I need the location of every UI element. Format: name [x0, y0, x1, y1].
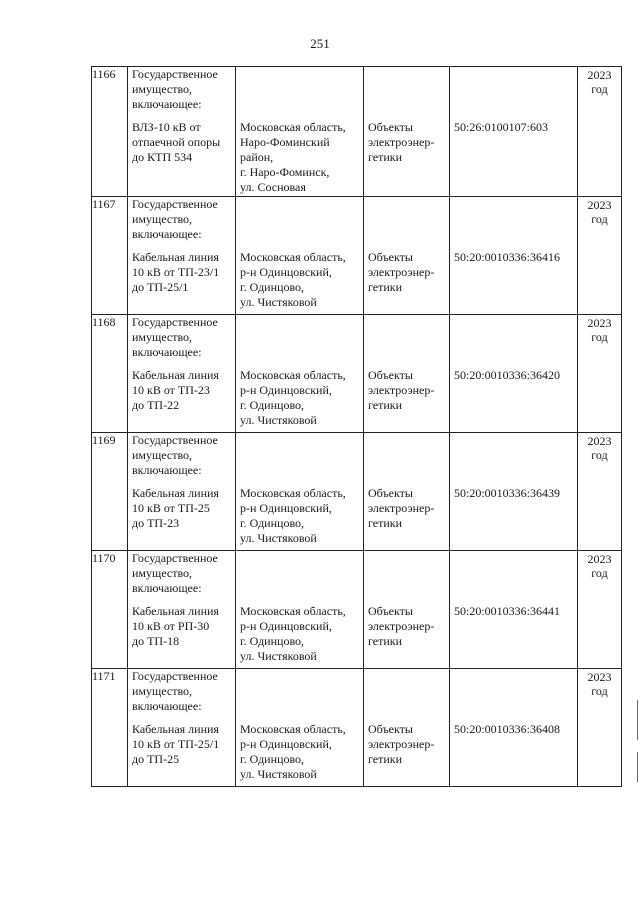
- entry-number-cell: [92, 315, 128, 433]
- object-type: Объекты электроэнер- гетики: [368, 722, 435, 766]
- entry-number-cell: [92, 669, 128, 787]
- object-type: Объекты электроэнер- гетики: [368, 368, 435, 412]
- table-row: [92, 315, 622, 433]
- address: Московская область, р-н Одинцовский, г. Одинцово, ул. Чистяковой: [240, 250, 346, 309]
- object-type: Объекты электроэнер- гетики: [368, 120, 435, 164]
- address-cell: [236, 315, 364, 433]
- address: Московская область, р-н Одинцовский, г. Одинцово, ул. Чистяковой: [240, 722, 346, 781]
- entry-number: 1167: [92, 197, 116, 211]
- table-row: [92, 551, 622, 669]
- cadastral-number-cell: [450, 433, 578, 551]
- object-name: Кабельная линия 10 кВ от ТП-25/1 до ТП-25: [132, 722, 220, 766]
- object-name: Кабельная линия 10 кВ от ТП-25 до ТП-23: [132, 486, 219, 530]
- year-cell: [578, 551, 622, 669]
- cadastral-number: 50:26:0100107:603: [454, 120, 549, 134]
- year-cell: [578, 197, 622, 315]
- entry-number-cell: [92, 67, 128, 197]
- year: 2023 год: [587, 68, 612, 96]
- description-cell: [128, 315, 236, 433]
- year: 2023 год: [587, 316, 612, 344]
- object-name: Кабельная линия 10 кВ от ТП-23/1 до ТП-25/1: [132, 250, 220, 294]
- year: 2023 год: [587, 552, 612, 580]
- table-row: [92, 433, 622, 551]
- description-cell: [128, 67, 236, 197]
- year-cell: [578, 67, 622, 197]
- scan-edge-mark: [637, 752, 638, 782]
- object-type-cell: [364, 315, 450, 433]
- cadastral-number-cell: [450, 315, 578, 433]
- address: Московская область, р-н Одинцовский, г. Одинцово, ул. Чистяковой: [240, 604, 346, 663]
- table-row: [92, 669, 622, 787]
- address: Московская область, р-н Одинцовский, г. Одинцово, ул. Чистяковой: [240, 368, 346, 427]
- address: Московская область, Наро-Фоминский район, г. Наро-Фоминск, ул. Сосновая: [240, 120, 346, 194]
- year-cell: [578, 669, 622, 787]
- object-type-cell: [364, 551, 450, 669]
- description-cell: [128, 197, 236, 315]
- cadastral-number: 50:20:0010336:36408: [454, 722, 561, 736]
- address: Московская область, р-н Одинцовский, г. Одинцово, ул. Чистяковой: [240, 486, 346, 545]
- entry-number-cell: [92, 197, 128, 315]
- year-cell: [578, 433, 622, 551]
- description-cell: [128, 551, 236, 669]
- table-row: [92, 197, 622, 315]
- entry-number: 1168: [92, 315, 116, 329]
- address-cell: [236, 669, 364, 787]
- table-row: [92, 67, 622, 197]
- object-name: ВЛЗ-10 кВ от отпаечной опоры до КТП 534: [132, 120, 221, 164]
- year: 2023 год: [587, 434, 612, 462]
- entry-number: 1171: [92, 669, 116, 683]
- year-cell: [578, 315, 622, 433]
- description-header: Государственное имущество, включающее:: [132, 197, 218, 241]
- description-cell: [128, 433, 236, 551]
- description-header: Государственное имущество, включающее:: [132, 551, 218, 595]
- description-header: Государственное имущество, включающее:: [132, 315, 218, 359]
- cadastral-number: 50:20:0010336:36441: [454, 604, 561, 618]
- cadastral-number: 50:20:0010336:36439: [454, 486, 561, 500]
- object-type: Объекты электроэнер- гетики: [368, 486, 435, 530]
- property-registry-table: [91, 66, 622, 787]
- cadastral-number: 50:20:0010336:36416: [454, 250, 561, 264]
- object-name: Кабельная линия 10 кВ от РП-30 до ТП-18: [132, 604, 219, 648]
- address-cell: [236, 197, 364, 315]
- scan-edge-mark: [637, 700, 638, 740]
- address-cell: [236, 67, 364, 197]
- cadastral-number: 50:20:0010336:36420: [454, 368, 561, 382]
- entry-number-cell: [92, 551, 128, 669]
- entry-number: 1166: [92, 67, 116, 81]
- year: 2023 год: [587, 198, 612, 226]
- description-header: Государственное имущество, включающее:: [132, 67, 218, 111]
- cadastral-number-cell: [450, 669, 578, 787]
- object-type: Объекты электроэнер- гетики: [368, 604, 435, 648]
- entry-number: 1169: [92, 433, 116, 447]
- cadastral-number-cell: [450, 67, 578, 197]
- year: 2023 год: [587, 670, 612, 698]
- cadastral-number-cell: [450, 197, 578, 315]
- object-type: Объекты электроэнер- гетики: [368, 250, 435, 294]
- object-type-cell: [364, 669, 450, 787]
- cadastral-number-cell: [450, 551, 578, 669]
- description-header: Государственное имущество, включающее:: [132, 433, 218, 477]
- description-cell: [128, 669, 236, 787]
- object-type-cell: [364, 433, 450, 551]
- address-cell: [236, 551, 364, 669]
- entry-number-cell: [92, 433, 128, 551]
- object-type-cell: [364, 197, 450, 315]
- description-header: Государственное имущество, включающее:: [132, 669, 218, 713]
- entry-number: 1170: [92, 551, 116, 565]
- object-type-cell: [364, 67, 450, 197]
- object-name: Кабельная линия 10 кВ от ТП-23 до ТП-22: [132, 368, 219, 412]
- registry-body: [92, 67, 622, 787]
- page-number: 251: [310, 36, 330, 51]
- address-cell: [236, 433, 364, 551]
